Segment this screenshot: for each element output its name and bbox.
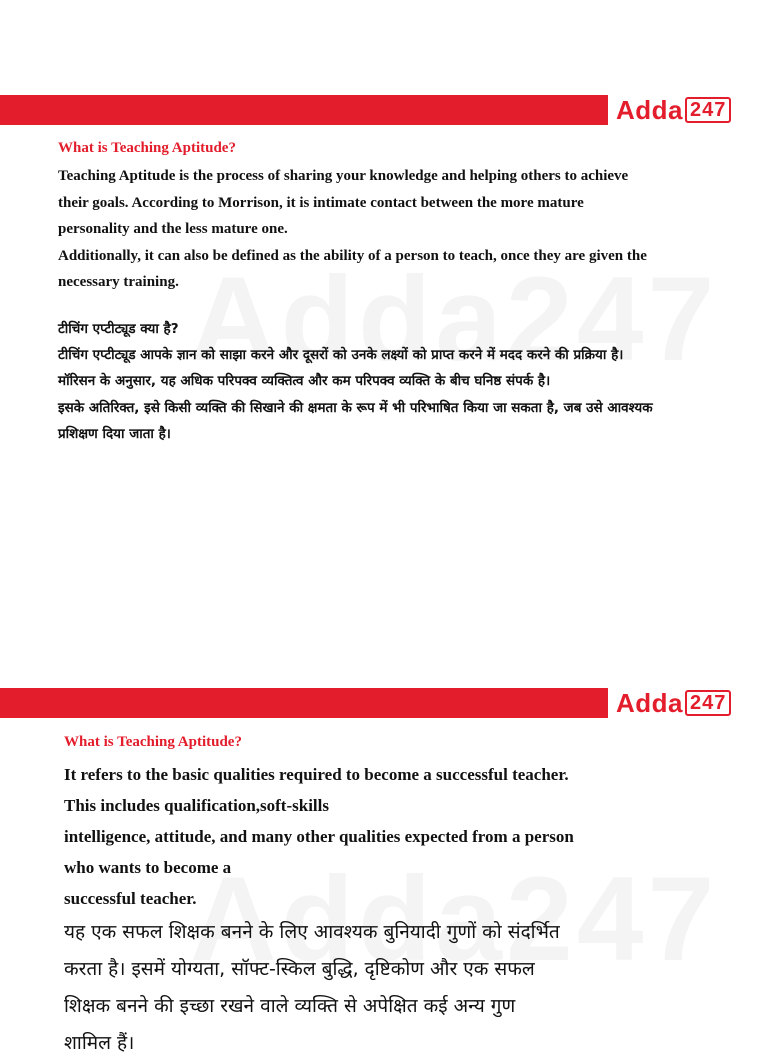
hindi-line: करता है। इसमें योग्यता, सॉफ्ट-स्किल बुद्धि, दृष्टिकोण और एक सफल (64, 958, 535, 980)
hindi-paragraph: इसके अतिरिक्त, इसे किसी व्यक्ति की सिखाने की क्षमता के रूप में भी परिभाषित किया जा सकता है, जब उसे आवश्यक प्रशिक्षण दिया जाता है। (58, 399, 653, 442)
adda247-logo: Adda 247 (616, 95, 731, 125)
header-red-bar (0, 95, 608, 125)
slide-2-content (64, 734, 704, 1062)
hindi-line: यह एक सफल शिक्षक बनने के लिए आवश्यक बुनियादी गुणों को संदर्भित (64, 921, 560, 943)
english-line: It refers to the basic qualities required to become a successful teacher. (64, 765, 569, 784)
paragraph: Additionally, it can also be defined as the ability of a person to teach, once they are given the necessary training. (58, 247, 647, 290)
english-line: This includes qualification,soft-skills (64, 796, 329, 815)
english-line: who wants to become a (64, 858, 232, 877)
hindi-paragraph: टीचिंग एप्टीट्यूड आपके ज्ञान को साझा करने और दूसरों को उनके लक्ष्यों को प्राप्त करने में मदद करने की प्रक्रिया है। मॉरिसन के अनुसार, यह अधिक परिपक्व व्यक्तित्व और कम परिपक्व व्यक्ति के बीच घनिष्ठ संपर्क है। (58, 346, 624, 389)
slide-2 (0, 640, 768, 1054)
english-line: successful teacher. (64, 889, 197, 908)
hindi-line: शामिल हैं। (64, 1032, 135, 1054)
slide-1-heading: What is Teaching Aptitude? (58, 140, 236, 156)
slide-1-content (58, 140, 658, 448)
header-red-bar (0, 688, 608, 718)
hindi-line: शिक्षक बनने की इच्छा रखने वाले व्यक्ति से अपेक्षित कई अन्य गुण (64, 995, 516, 1017)
slide-2-heading: What is Teaching Aptitude? (64, 734, 242, 750)
paragraph: Teaching Aptitude is the process of sharing your knowledge and helping others to achieve their goals. According to Morrison, it is intimate contact between the more mature personality and the less mature one. (58, 168, 629, 237)
english-line: intelligence, attitude, and many other qualities expected from a person (64, 827, 574, 846)
adda247-logo: Adda 247 (616, 688, 731, 718)
hindi-heading: टीचिंग एप्टीट्यूड क्या है? (58, 320, 179, 337)
